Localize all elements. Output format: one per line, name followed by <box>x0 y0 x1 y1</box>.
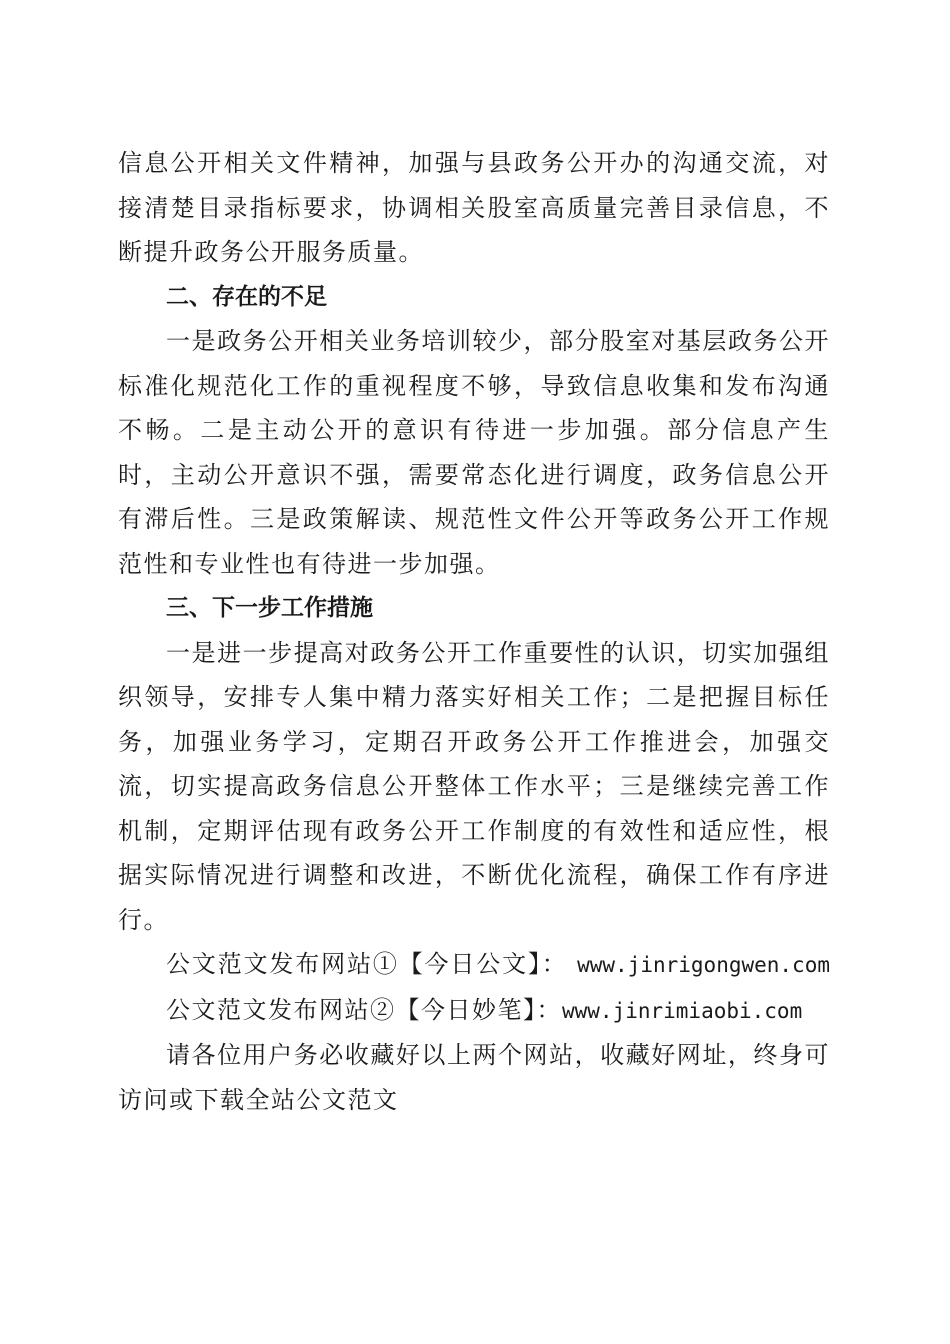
website-1-line <box>118 942 830 988</box>
document-body <box>118 141 830 1122</box>
paragraph-next-steps: 一是进一步提高对政务公开工作重要性的认识，切实加强组织领导，安排专人集中精力落实好相关工作；二是把握目标任务，加强业务学习，定期召开政务公开工作推进会，加强交流，切实提高政务信息公开整体工作水平；三是继续完善工作机制，定期评估现有政务公开工作制度的有效性和适应性，根据实际情况进行调整和改进，不断优化流程，确保工作有序进行。 <box>118 638 830 934</box>
paragraph-shortcomings: 一是政务公开相关业务培训较少，部分股室对基层政务公开标准化规范化工作的重视程度不够，导致信息收集和发布沟通不畅。二是主动公开的意识有待进一步加强。部分信息产生时，主动公开意识不强，需要常态化进行调度，政务信息公开有滞后性。三是政策解读、规范性文件公开等政务公开工作规范性和专业性也有待进一步加强。 <box>118 327 830 578</box>
section-heading-next-steps: 三、下一步工作措施 <box>166 595 373 621</box>
website-2-label: 公文范文发布网站②【今日妙笔】： <box>166 995 562 1024</box>
paragraph-notice: 请各位用户务必收藏好以上两个网站，收藏好网址，终身可访问或下载全站公文范文 <box>118 1041 830 1114</box>
section-heading-shortcomings: 二、存在的不足 <box>166 283 327 310</box>
paragraph-intro-continuation: 信息公开相关文件精神，加强与县政务公开办的沟通交流，对接清楚目录指标要求，协调相关股室高质量完善目录信息，不断提升政务公开服务质量。 <box>118 149 830 266</box>
website-1-url: www.jinrigongwen.com <box>577 953 830 977</box>
website-2-url: www.jinrimiaobi.com <box>562 998 803 1023</box>
website-2-line <box>118 988 830 1034</box>
website-1-label: 公文范文发布网站①【今日公文】： <box>166 950 568 978</box>
